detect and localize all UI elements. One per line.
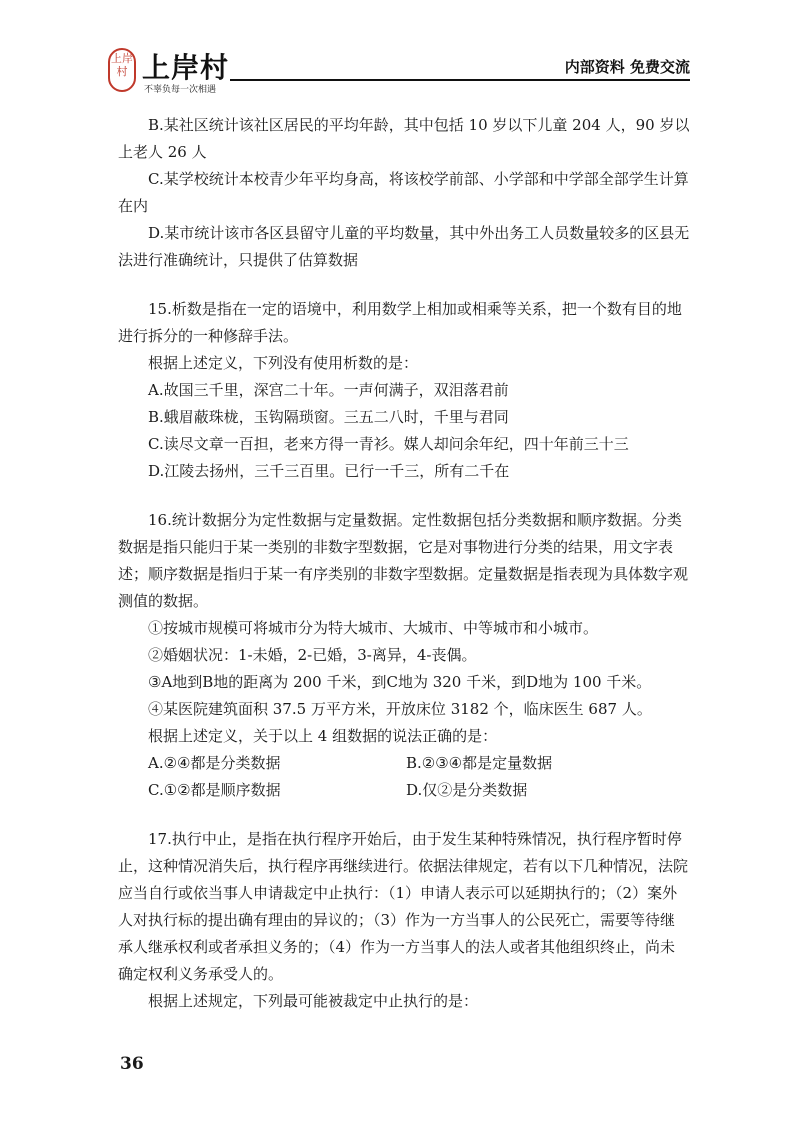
q16-item-4: ④某医院建筑面积 37.5 万平方米，开放床位 3182 个，临床医生 687 人。 (148, 700, 652, 718)
q15-option-d: D.江陵去扬州，三千三百里。已行一千三，所有二千在 (148, 462, 510, 480)
logo-seal: 上岸村 (108, 48, 136, 92)
page-content (118, 112, 690, 1015)
q14-option-b: B.某社区统计该社区居民的平均年龄，其中包括 10 岁以下儿童 204 人，90 岁以上老人 26 人 (118, 116, 690, 161)
header-label: 内部资料 免费交流 (564, 58, 690, 76)
q16-item-2: ②婚姻状况：1-未婚，2-已婚，3-离异，4-丧偶。 (148, 646, 477, 664)
q15-stem: 15.析数是指在一定的语境中，利用数学上相加或相乘等关系，把一个数有目的地进行拆分的一种修辞手法。 (118, 300, 682, 345)
q17-question: 根据上述规定，下列最可能被裁定中止执行的是： (148, 992, 479, 1010)
q16-option-a: A.②④都是分类数据 (148, 754, 281, 772)
q15-question: 根据上述定义，下列没有使用析数的是： (148, 354, 419, 372)
q16-stem: 16.统计数据分为定性数据与定量数据。定性数据包括分类数据和顺序数据。分类数据是指只能归于某一类别的非数字型数据，它是对事物进行分类的结果，用文字表述；顺序数据是指归于某一有序类别的非数字型数据。定量数据是指表现为具体数字观测值的数据。 (118, 511, 689, 610)
brand-name: 上岸村 (142, 51, 230, 84)
page-number: 36 (120, 1054, 144, 1074)
q16-item-3: ③A地到B地的距离为 200 千米，到C地为 320 千米，到D地为 100 千米。 (148, 673, 652, 691)
q16-question: 根据上述定义，关于以上 4 组数据的说法正确的是： (148, 727, 498, 745)
q17-stem: 17.执行中止，是指在执行程序开始后，由于发生某种特殊情况，执行程序暂时停止，这种情况消失后，执行程序再继续进行。依据法律规定，若有以下几种情况，法院应当自行或依当事人申请裁定中止执行：（1）申请人表示可以延期执行的；（2）案外人对执行标的提出确有理由的异议的；（3）作为一方当事人的公民死亡，需要等待继承人继承权利或者承担义务的；（4）作为一方当事人的法人或者其他组织终止，尚未确定权利义务承受人的。 (118, 830, 689, 983)
q16-option-d: D.仅②是分类数据 (406, 781, 528, 799)
header-rule (230, 79, 690, 81)
q16-options-row-1 (118, 750, 690, 777)
q16-options-row-2 (118, 777, 690, 804)
brand-slogan: 不辜负每一次相遇 (144, 85, 217, 95)
q15-option-c: C.读尽文章一百担，老来方得一青衫。媒人却问余年纪，四十年前三十三 (148, 435, 629, 453)
q15-option-b: B.蛾眉蔽珠栊，玉钩隔琐窗。三五二八时，千里与君同 (148, 408, 509, 426)
q14-option-d: D.某市统计该市各区县留守儿童的平均数量，其中外出务工人员数量较多的区县无法进行准确统计，只提供了估算数据 (118, 224, 690, 269)
page-header (108, 40, 690, 100)
q16-option-c: C.①②都是顺序数据 (148, 781, 281, 799)
q16-item-1: ①按城市规模可将城市分为特大城市、大城市、中等城市和小城市。 (148, 619, 599, 637)
q15-option-a: A.故国三千里，深宫二十年。一声何满子，双泪落君前 (148, 381, 509, 399)
q14-option-c: C.某学校统计本校青少年平均身高，将该校学前部、小学部和中学部全部学生计算在内 (118, 170, 689, 215)
q16-option-b: B.②③④都是定量数据 (406, 754, 553, 772)
